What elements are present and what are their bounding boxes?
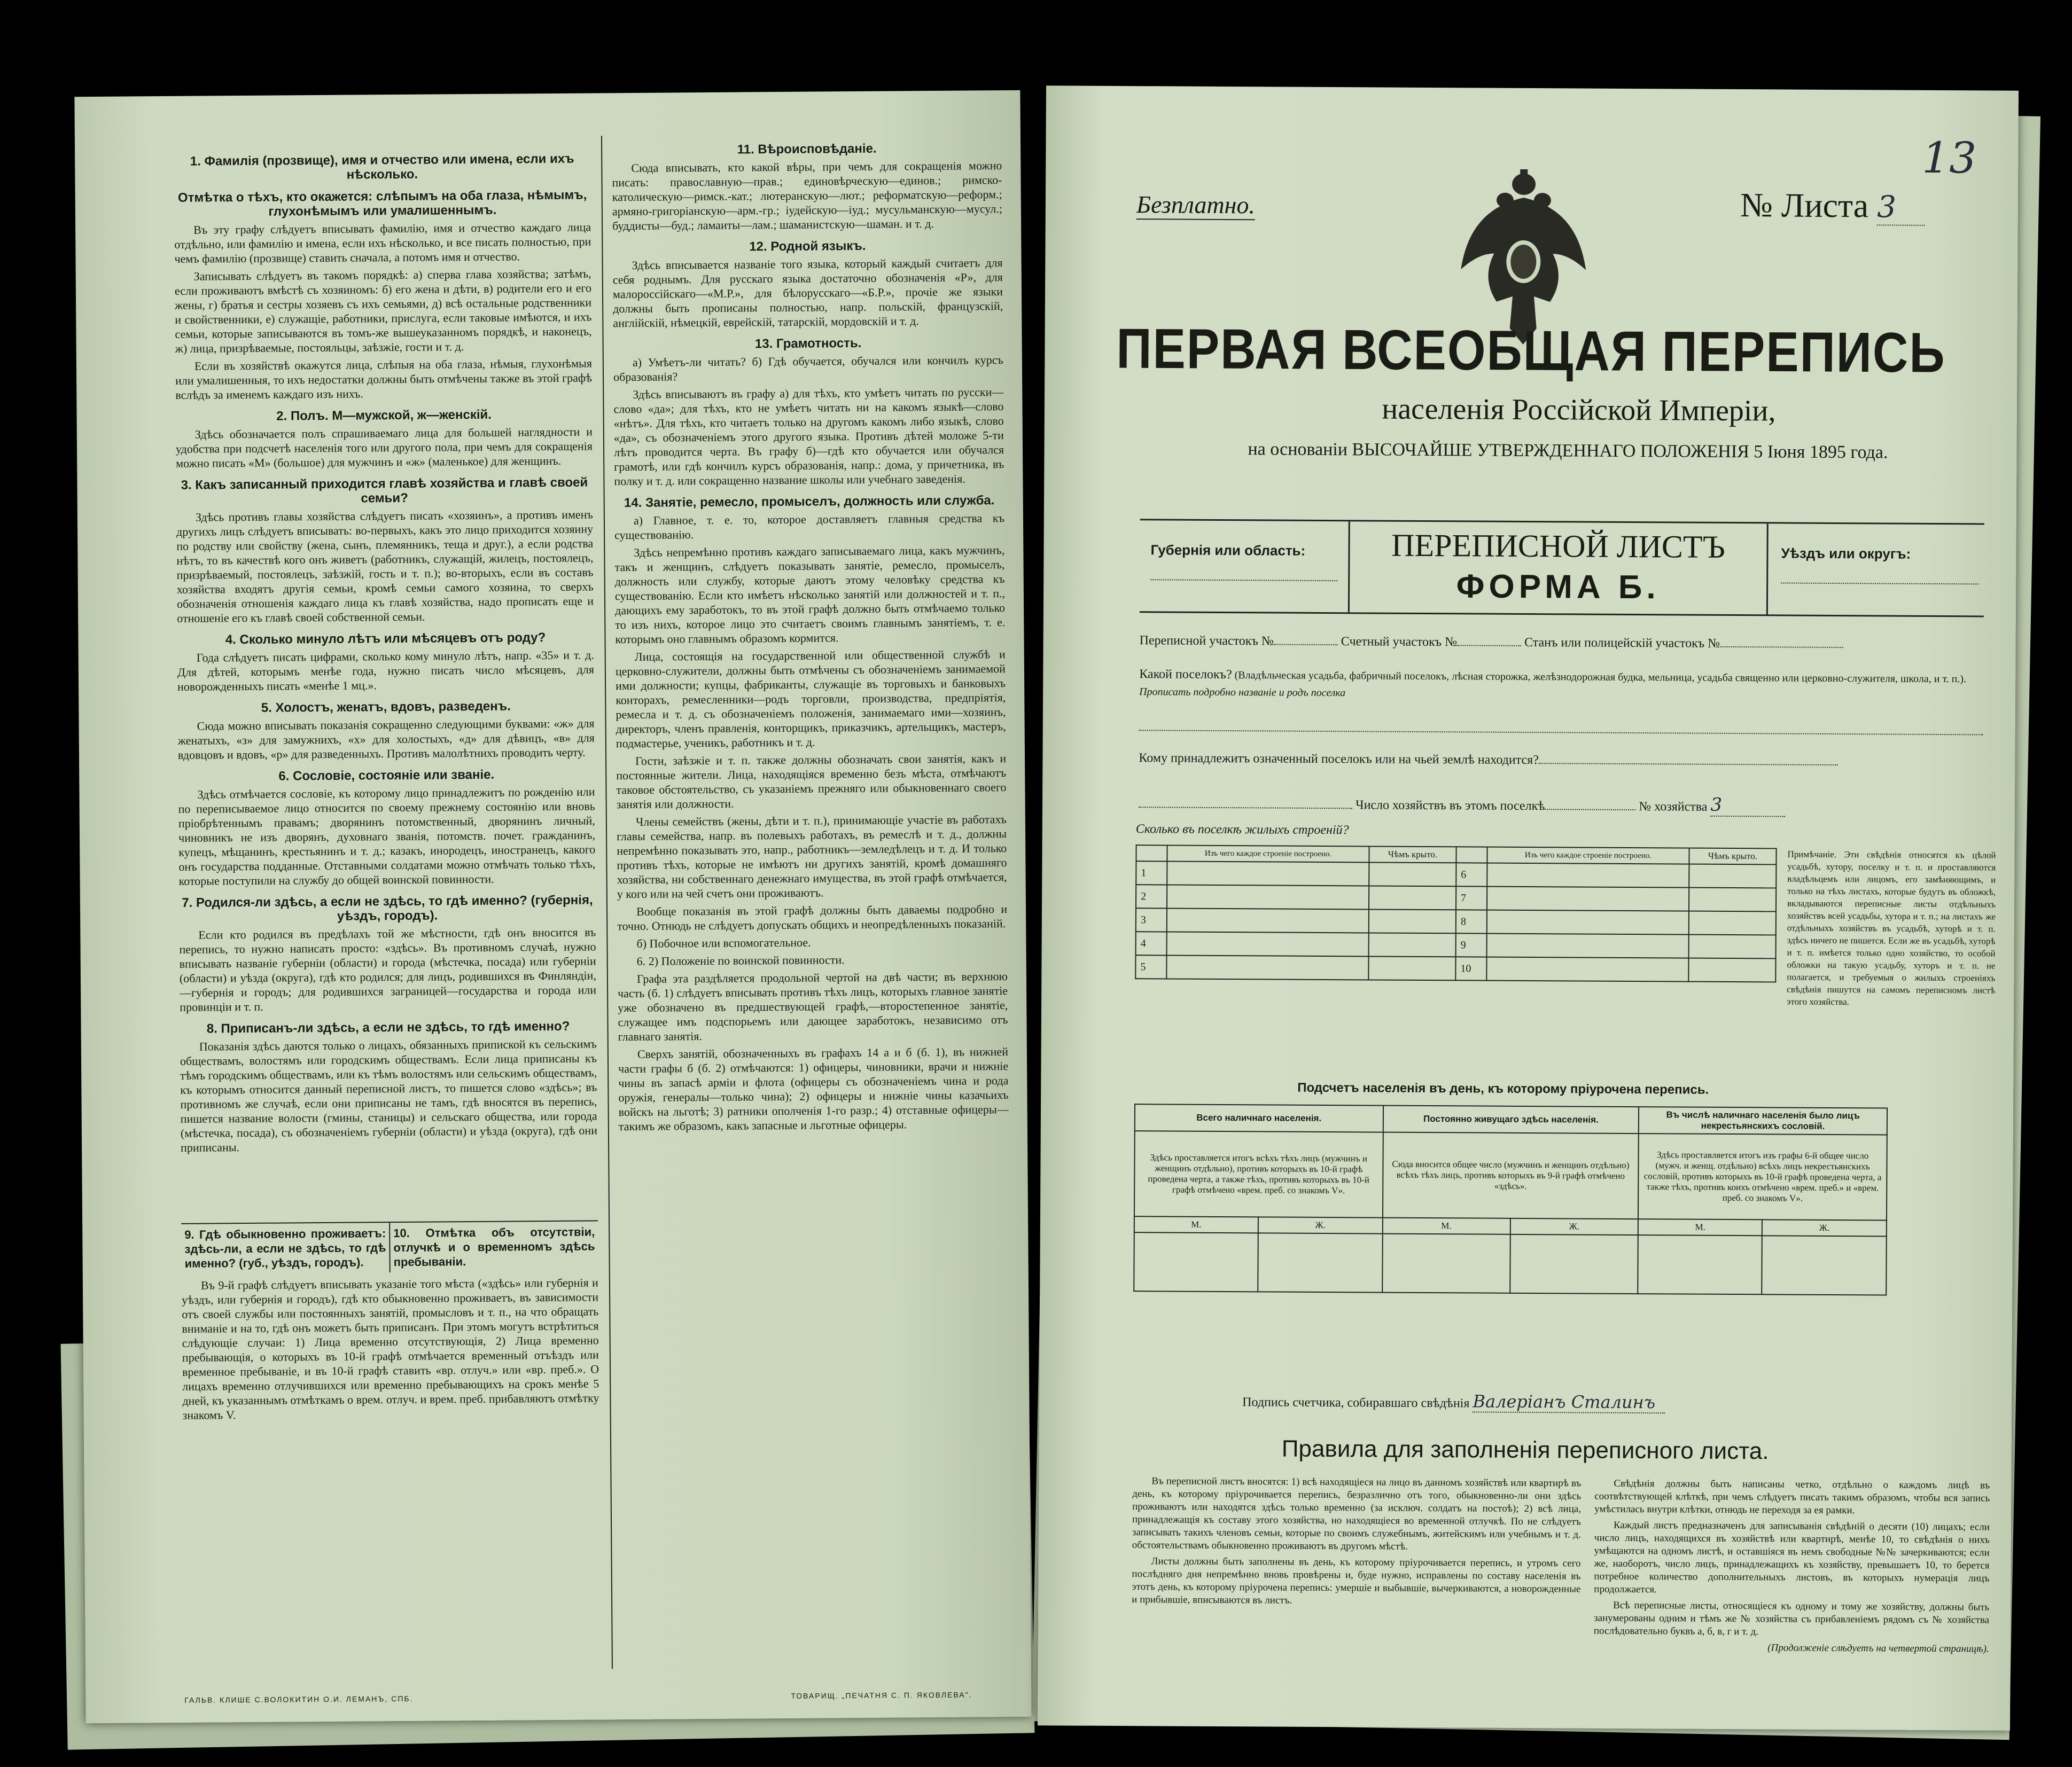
household-number-value: 3 [1710,794,1785,817]
dwelling-number: 8 [1456,910,1487,933]
signature-value: Валеріанъ Сталинъ [1473,1391,1665,1413]
instruction-heading: Отмѣтка о тѣхъ, кто окажется: слѣпымъ на оба глаза, нѣмымъ, глухонѣмымъ или умалишеннымъ. [177,187,587,219]
population-count-title: Подсчетъ населенія въ день, къ которому пріурочена перепись. [1297,1080,1709,1097]
household-number-label: № хозяйства [1639,800,1708,814]
instruction-paragraph: Вообще показанія въ этой графѣ должны быть даваемы подробно и точно. Отнюдь не слѣдуетъ допускать общихъ и неопредѣленныхъ показаній. [617,902,1008,933]
dwelling-material-cell [1487,887,1689,911]
sheet-number [1740,185,1926,226]
dwelling-material-cell [1166,955,1368,980]
dwelling-material-cell [1487,863,1689,888]
form-subtitle: населенія Россійской Имперіи, [1382,392,1776,428]
rule-paragraph: Въ переписной листъ вносятся: 1) всѣ находящіеся на лицо въ данномъ хозяйствѣ или квартирѣ въ день, къ которому пріурочивается перепись, безразлично отъ того, обыкновенно-ли они здѣсь проживаютъ или находятся здѣсь только временно (за исключ. солдатъ на постоѣ); 2) всѣ лица, принадлежащія къ составу этого хозяйства, но находящіеся во временной отлучкѣ. По не слѣдуетъ записывать такихъ членовъ семьи, которые по своимъ служебнымъ, житейскимъ или учебнымъ и т. д. обстоятельствамъ обыкновенно проживаютъ въ другомъ мѣстѣ. [1132,1475,1582,1552]
households-line [1139,791,1786,817]
dwelling-number: 5 [1135,955,1166,979]
dwelling-roof-cell [1369,909,1456,933]
rules-title: Правила для заполненія переписного листа. [1281,1435,1769,1465]
count-f-1: Ж. [1258,1217,1383,1233]
count-desc-permanent: Сюда вносится общее число (мужчинъ и женщинъ отдѣльно) всѣхъ тѣхъ лицъ, противъ которыхъ въ 9-й графѣ отмѣчено «здѣсь». [1383,1132,1639,1219]
dwelling-row [1136,908,1776,935]
continued-note: (Продолженіе слѣдуетъ на четвертой страницѣ). [1767,1642,1989,1655]
instruction-paragraph: Здѣсь обозначается полъ спрашиваемаго лица для большей наглядности и удобства при подсчетѣ населенія того или другого пола, при чемъ для сокращенія можно писать «М» (большое) для мужчинъ и «ж» (маленькое) для женщинъ. [175,425,593,470]
households-count-label: Число хозяйствъ въ этомъ поселкѣ [1355,798,1545,814]
dwelling-roof-cell [1689,911,1776,935]
uezd-cell [1770,523,1984,615]
dwelling-roof-cell [1689,888,1776,912]
enumerator-signature-line [1242,1390,1665,1413]
form-title-cell [1348,521,1769,614]
instruction-heading: 12. Родной языкъ. [749,238,866,254]
instruction-heading: 4. Сколько минуло лѣтъ или мѣсяцевъ отъ роду? [225,630,546,647]
instruction-paragraph: Сверхъ занятій, обозначенныхъ въ графахъ 14 а и б (б. 1), въ нижней части графы б (б. 2) отмѣчаются: 1) офицеры, чиновники, врачи и нижніе чины въ запасѣ арміи и флота (офицеры съ обозначеніемъ чина и рода оружія, генералы—только чина); 2) офицеры и нижніе чины казачьихъ войскъ на льготѣ; 3) ратники ополченія 1-го разр.; 4) отставные офицеры—такимъ же образомъ, какъ запасные и льготные офицеры. [618,1045,1009,1133]
questions-9-10-block [181,1220,599,1425]
instruction-heading: 3. Какъ записанный приходится главѣ хозяйства и главѣ своей семьи? [181,475,588,506]
dwelling-roof-cell [1688,958,1775,982]
count-m-3: М. [1638,1219,1762,1236]
instruction-heading: 14. Занятіе, ремесло, промыселъ, должность или служба. [624,493,995,511]
dwelling-roof-cell [1368,956,1455,980]
instruction-paragraph: Здѣсь противъ главы хозяйства слѣдуетъ писать «хозяинъ», а противъ именъ другихъ лицъ слѣдуетъ вписывать: во-первыхъ, какъ это лицо приходится хозяину по родству или свойству (жена, сынъ, племянникъ, теща и друг.), а если родства нѣтъ, то въ качествѣ кого онъ живетъ (работникъ, служащій, жилецъ, постоялецъ, призрѣваемый, постоялецъ, заѣзжій, гость и т. п.); во-вторыхъ, если въ составъ хозяйства входятъ другія семьи, кромѣ семьи самого хозяина, то сверхъ обозначенія отношенія каждаго лица къ главѣ хозяйства, надо прописать еще и отношеніе его къ главѣ своей собственной семьи. [176,507,594,625]
police-district-label: Станъ или полицейскій участокъ № [1524,635,1720,651]
instruction-heading: 7. Родился-ли здѣсь, а если не здѣсь, то гдѣ именно? (губернія, уѣздъ, городъ). [182,893,593,924]
form-type-title: ПЕРЕПИСНОЙ ЛИСТЪ [1391,527,1726,565]
settlement-type-label: Какой поселокъ? [1139,667,1232,682]
dwelling-roof-cell [1369,862,1456,886]
instruction-paragraph: Графа эта раздѣляется продольной чертой на двѣ части; въ верхнюю часть (б. 1) слѣдуетъ вписывать противъ тѣхъ лицъ, которыхъ главное занятіе уже обозначено въ предшествующей графѣ,—второстепенное занятіе, служащее имъ подспорьемъ или дающее заработокъ, независимо отъ главнаго занятія. [618,969,1008,1044]
dwelling-number: 7 [1456,886,1487,910]
settlement-type-hint-b: Прописать подробно названіе и родъ поселка [1139,686,1346,699]
settlement-type-hint: (Владѣльческая усадьба, фабричный поселокъ, лѣсная сторожка, желѣзнодорожная будка, мельница, усадьба священно или церковно-служителя, школа, и т. п.). [1234,669,1967,685]
settlement-type-line [1139,666,1983,705]
question-9-header: 9. Гдѣ обыкновенно проживаетъ: здѣсь-ли, а если не здѣсь, то гдѣ именно? (губ., уѣздъ, городъ). [181,1223,391,1274]
dwellings-table [1135,845,1777,982]
dwelling-roof-cell [1688,935,1775,959]
dwelling-material-cell [1487,910,1689,935]
rule-paragraph: Каждый листъ предназначенъ для записыванія свѣдѣній о десяти (10) лицахъ; если число лицъ, находящихся въ хозяйствѣ или квартирѣ, менѣе 10, то свѣдѣнія о нихъ умѣщаются на одномъ листѣ, и оставшіяся въ немъ свободные №№ зачеркиваются; если же, наоборотъ, число лицъ, принадлежащихъ къ хозяйству, превышаетъ 10, то берется потребное количество дополнительныхъ листовъ, въ которыхъ нумерація лицъ продолжается. [1594,1519,1990,1596]
questions-9-10-text: Въ 9-й графѣ слѣдуетъ вписывать указаніе того мѣста («здѣсь» или губернія и уѣздъ, или губернія и городъ), гдѣ кто обыкновенно проживаетъ, въ зависимости отъ своей службы или постоянныхъ занятій, промысловъ и т. п., на что обращать вниманіе и на то, гдѣ онъ можетъ быть приписанъ. При этомъ могутъ встрѣтиться слѣдующіе случаи: 1) Лица временно отсутствующія, 2) Лица временно пребывающія, о которыхъ въ 10-й графѣ отмѣчается временный отъѣздъ или временное пребываніе, и въ 10-й графѣ ставить «вр. отлуч.» или «вр. преб.». О лицахъ временно отлучившихся или временно пребывающихъ на срокъ менѣе 5 дней, къ указаннымъ отмѣткамъ о врем. отлуч. и врем. преб. прибавляютъ отмѣтку знакомъ V. [182,1276,599,1422]
count-header-nonpeasant: Въ числѣ наличнаго населенія было лицъ некрестьянскихъ сословій. [1639,1107,1887,1135]
dwelling-roof-cell [1369,886,1456,910]
instruction-paragraph: Въ эту графу слѣдуетъ вписывать фамилію, имя и отчество каждаго лица отдѣльно, или фамилію и имена, если ихъ нѣсколько, и все писать полностью, при чемъ фамилію (прозвище) ставить сначала, а потомъ имя и отчество. [174,220,591,265]
corner-handwritten-number: 13 [1922,132,1977,183]
settlement-field-line [1139,730,1983,735]
count-m-2: М. [1382,1218,1510,1234]
instruction-paragraph: Сюда можно вписывать показанія сокращенно следующими буквами: «ж» для женатыхъ, «з» для замужнихъ, «х» для холостыхъ, «д» для дѣвицъ, «в» для вдовцовъ и вдовъ, «р» для разведенныхъ. Противъ малолѣтнихъ проводить черту. [177,716,595,762]
instruction-paragraph: а) Главное, т. е. то, которое доставляетъ главныя средства къ существованію. [614,511,1005,542]
instruction-paragraph: а) Умѣетъ-ли читать? б) Гдѣ обучается, обучался или кончилъ курсъ образованія? [613,353,1003,384]
instruction-paragraph: Члены семействъ (жены, дѣти и т. п.), принимающіе участіе въ работахъ главы семейства, напр. въ полевыхъ работахъ, въ ремеслѣ и т. д., должны непремѣнно показывать это, напр., работникъ—земледѣлецъ и т. д. И только противъ тѣхъ, которые не имѣютъ ни другихъ занятій, кромѣ домашняго хозяйства, ни собственнаго денежнаго имущества, въ этой графѣ отмѣчается, у кого или на чей счетъ они проживаютъ. [616,812,1007,901]
counting-district-label: Счетный участокъ № [1341,635,1458,650]
instructions-column-2 [612,133,1009,1137]
sheet-number-value: 3 [1877,190,1925,225]
printer-footer-right: ТОВАРИЩ. „ПЕЧАТНЯ С. П. ЯКОВЛЕВА". [791,1690,972,1700]
instruction-paragraph: Гости, заѣзжіе и т. п. также должны обозначать свои занятія, какъ и постоянные жители. Лица, находящіяся временно безъ мѣста, отмѣчаютъ таковое обстоятельство, съ указаніемъ прежняго или обыкновеннаго своего занятія или должности. [616,752,1007,811]
instructions-column-1 [174,144,597,1158]
dwelling-material-cell [1167,908,1369,933]
dwell-header-roof-right: Чѣмъ крыто. [1689,848,1776,865]
instruction-paragraph: Здѣсь непремѣнно противъ каждаго записываемаго лица, какъ мужчинъ, такъ и женщинъ, слѣдуетъ показывать занятіе, ремесло, промыселъ, должность или службу, которые даютъ этому человѣку средства къ существованію. Если кто имѣетъ нѣсколько занятій или должностей и т. п., дающихъ ему заработокъ, то въ этой графѣ должно быть отмѣчаемо только то изъ нихъ, которое лицо это считаетъ своимъ главнымъ занятіемъ, т. е. которымъ оно главнымъ образомъ кормится. [614,543,1006,646]
free-label: Безплатно. [1136,190,1255,220]
instruction-paragraph: Лица, состоящія на государственной или общественной службѣ и церковно-служители, должны быть отмѣчены съ обозначеніемъ занимаемой ими должности; купцы, фабриканты, служащіе въ торговыхъ и банковыхъ конторахъ, ремесленники—родъ торговли, производства, предпріятія, ремесла и т. д. съ обозначеніемъ положенія, занимаемаго ими—хозяинъ, директоръ, членъ правленія, конторщикъ, приказчикъ, артельщикъ, мастеръ, подмастерье, ученикъ, работникъ и т. д. [615,647,1006,750]
instruction-paragraph: Здѣсь отмѣчается сословіе, къ которому лицо принадлежитъ по рожденію или по переписываемое лицо относится по своему прежнему состоянію или вновь пріобрѣтеннымъ правамъ; дворянинъ потомственный, дворянинъ личный, чиновникъ не изъ дворянъ, духовнаго званія, потомств. почет. гражданинъ, купецъ, мѣщанинъ, крестьянинъ и т. д.; казакъ, инородецъ, иностранецъ, какого онъ государства подданные. Отставными солдатами можно отмѣчать только тѣхъ, которые поступили на службу до общей воинской повинности. [178,785,596,888]
owner-line [1139,751,1838,769]
signature-label: Подпись счетчика, собиравшаго свѣдѣнія [1242,1395,1470,1411]
dwelling-number: 1 [1136,861,1167,885]
instruction-paragraph: Если въ хозяйствѣ окажутся лица, слѣпыя на оба глаза, нѣмыя, глухонѣмыя или умалишенныя, то ихъ недостатки должны быть отмѣчены также въ этой графѣ вслѣдъ за именемъ каждаго изъ нихъ. [175,356,593,402]
dwelling-row [1136,932,1776,958]
dwelling-row [1135,955,1775,982]
uezd-field-line [1781,582,1978,584]
dwelling-number: 4 [1136,932,1167,955]
form-letter: ФОРМА Б. [1456,568,1660,606]
printer-footer-left: ГАЛЬВ. КЛИШЕ С.ВОЛОКИТИН О.И. ЛЕМАНЪ, СПБ. [184,1694,414,1705]
dwelling-row [1136,861,1776,888]
dwellings-title: Сколько въ поселкѣ жилыхъ строеній? [1135,822,1349,838]
instruction-paragraph: 6. 2) Положеніе по воинской повинности. [636,953,845,968]
instruction-paragraph: Здѣсь вписывается названіе того языка, который каждый считаетъ для себя роднымъ. Для русскаго языка достаточно обозначенія «Р», для малороссійскаго—«М.Р.», для бѣлорусскаго—«Б.Р.», прочіе же языки должны быть прописаны полностью, напр. польскій, французскій, англійскій, нѣмецкій, еврейскій, татарскій, мордовскій и т. д. [612,256,1003,330]
form-header-box [1140,519,1984,617]
column-divider [601,136,613,1669]
instruction-heading: 11. Вѣроисповѣданіе. [737,141,877,157]
instruction-heading: 5. Холостъ, женатъ, вдовъ, разведенъ. [261,699,511,715]
instruction-paragraph: Записывать слѣдуетъ въ такомъ порядкѣ: а) сперва глава хозяйства; затѣмъ, если проживаютъ вмѣстѣ съ хозяиномъ: б) его жена и дѣти, в) родители его и его жены, г) братья и сестры хозяевъ съ ихъ семьями, д) всѣ остальные родственники и свойственники, е) служащіе, работники, прислуга, если таковые имѣются, и ихъ семьи, которые записываются въ томъ-же вышеуказанномъ порядкѣ, и наконецъ, ж) лица, призрѣваемые, постояльцы, заѣзжіе, гости и т. д. [174,267,592,355]
dwelling-material-cell [1167,885,1369,909]
gubernia-cell [1140,520,1343,612]
dwelling-material-cell [1486,957,1688,982]
owner-label: Кому принадлежитъ означенный поселокъ или на чьей землѣ находится? [1139,751,1539,768]
count-header-permanent: Постоянно живущаго здѣсь населенія. [1383,1106,1639,1134]
dwelling-number: 2 [1136,885,1167,908]
instruction-heading: 1. Фамилія (прозвище), имя и отчество или имена, если ихъ нѣсколько. [190,151,574,182]
dwelling-roof-cell [1368,933,1455,957]
instruction-heading: 2. Полъ. М—мужской, ж—женскій. [276,407,492,424]
dwellings-body [1135,861,1776,982]
form-main-title: ПЕРВАЯ ВСЕОБЩАЯ ПЕРЕПИСЬ [1116,317,1946,385]
instruction-heading: 8. Приписанъ-ли здѣсь, а если не здѣсь, то гдѣ именно? [206,1019,570,1036]
count-header-total: Всего наличнаго населенія. [1135,1104,1383,1132]
instruction-heading: 6. Сословіе, состояніе или званіе. [278,767,495,784]
gubernia-field-line [1150,579,1337,581]
dwell-header-material-left: Изъ чего каждое строеніе построено. [1167,845,1369,862]
dwelling-number: 6 [1456,863,1487,886]
dwelling-number: 10 [1455,957,1486,980]
instruction-paragraph: Сюда вписывать, кто какой вѣры, при чемъ для сокращенія можно писать: православную—прав.; единовѣрческую—единов.; римско-католическую—римск.-кат.; лютеранскую—лют.; реформатскую—реформ.; армяно-григоріанскую—арм.-гр.; іудейскую—іуд.; мусульманскую—мусул.; буддисты—буд.; ламаиты—лам.; шаманистскую—шаман. и т. д. [612,159,1002,233]
dwelling-roof-cell [1689,864,1776,888]
instruction-paragraph: Года слѣдуетъ писать цифрами, сколько кому минуло лѣтъ, напр. «35» и т. д. Для дѣтей, которымъ менѣе года, нужно писать число мѣсяцевъ, для новорожденныхъ писать «менѣе 1 мц.». [177,648,594,693]
right-page-census-form [1038,85,2019,1730]
dwelling-material-cell [1487,934,1689,958]
question-10-header: 10. Отмѣтка объ отсутствіи, отлучкѣ и о временномъ здѣсь пребываніи. [393,1225,595,1269]
instruction-paragraph: Если кто родился въ предѣлахъ той же мѣстности, гдѣ онъ вносится въ перепись, то нужно написать просто: «здѣсь». Въ противномъ случаѣ, нужно вписывать названіе губерніи (области) и города (мѣстечка, посада) или губерніи (области) и уѣзда (округа), гдѣ кто родился; для лицъ, родившихся въ Финляндіи,—губернія и городъ; для родившихся заграницей—государства и города или провинціи и т. п. [179,925,597,1014]
dwellings-note: Примѣчаніе. Эти свѣдѣнія относятся къ цѣлой усадьбѣ, хутору, поселку и т. п. и проставляются владѣльцемъ или лицомъ, его замѣняющимъ, и только на тѣхъ листахъ, которые будутъ въ обложкѣ, вкладываются переписные листы отдѣльныхъ хозяйствъ всей усадьбы, хутора и т. п.; на листахъ же отдѣльныхъ хозяйствъ въ усадьбѣ, хуторѣ и т. п. здѣсь ничего не пишется. Если же въ усадьбѣ, хуторѣ и т. п. имѣется только одно хозяйство, то особой обложки на такую усадьбу, хуторъ и т. п. не полагается, и требуемыя о жилыхъ строеніяхъ свѣдѣнія пишутся на самомъ переписномъ листѣ этого хозяйства. [1787,849,1996,1007]
instruction-paragraph: Показанія здѣсь даются только о лицахъ, обязанныхъ припиской къ сельскимъ обществамъ, волостямъ или городскимъ обществамъ. Если лица приписаны къ тѣмъ городскимъ обществамъ, или къ тѣмъ волостямъ или сельскимъ обществамъ, къ которымъ относится данный переписной листъ, то пишется слово «здѣсь»; въ противномъ же случаѣ, если они приписаны не тамъ, гдѣ вносятся въ перепись, пишется название волости (гмины, станицы) и сельскаго общества, или города (мѣстечка, посада), съ обозначеніемъ губерніи (области) и уѣзда (округа), гдѣ они приписаны. [180,1037,598,1154]
population-count-table [1133,1104,1888,1295]
count-m-1: М. [1134,1216,1258,1233]
dwell-header-roof-left: Чѣмъ крыто. [1369,846,1456,863]
count-desc-nonpeasant: Здѣсь проставляется итогъ изъ графы 6-й общее число (мужч. и женщ. отдѣльно) всѣхъ лицъ некрестьянскихъ сословій, противъ которыхъ въ 10-й графѣ проведена черта, а также тѣхъ, противъ коихъ отмѣчено «врем. преб.» и «врем. преб. со знакомъ V». [1638,1133,1887,1220]
rule-paragraph: Листы должны быть заполнены въ день, къ которому пріурочивается перепись, и утромъ сего послѣдняго дня непремѣнно вновь провѣрены и, буде нужно, исправлены по составу населенія въ этотъ день, къ которому пріурочена перепись: умершіе и выбывшіе, вычеркиваются, а новорожденные и прибывшіе, вписываются въ листъ. [1132,1555,1581,1606]
dwell-header-material-right: Изъ чего каждое строеніе построено. [1487,847,1689,864]
dwelling-row [1136,885,1776,911]
dwelling-material-cell [1167,932,1369,956]
count-f-3: Ж. [1762,1219,1887,1236]
sheet-number-label: № Листа [1740,186,1869,225]
rule-paragraph: Свѣдѣнія должны быть написаны четко, отдѣльно о каждомъ лицѣ въ соотвѣтствующей клѣткѣ, при чемъ слѣдуетъ писать такимъ образомъ, чтобы вся запись умѣстилась внутри клѣтки, отнюдь не переходя за ея рамки. [1594,1477,1990,1516]
count-desc-total: Здѣсь проставляется итогъ всѣхъ тѣхъ лицъ (мужчинъ и женщинъ отдѣльно), противъ которыхъ въ 10-й графѣ проведена черта, а также тѣхъ, противъ которыхъ въ 10-й графѣ отмѣчено «врем. преб. со знакомъ V». [1134,1131,1383,1217]
gubernia-label: Губернія или область: [1150,542,1306,559]
district-numbers-line [1140,634,1843,652]
uezd-label: Уѣздъ или округъ: [1781,545,1911,562]
form-legal-basis: на основаніи ВЫСОЧАЙШЕ УТВЕРЖДЕННАГО ПОЛОЖЕНІЯ 5 Іюня 1895 года. [1248,439,1888,463]
instruction-paragraph: Здѣсь вписываютъ въ графу а) для тѣхъ, кто умѣетъ читать по русски—слово «да»; для тѣхъ, кто не умѣетъ читать ни на какомъ языкѣ—слово «нѣтъ». Для тѣхъ, кто читаетъ только на другомъ какомъ либо языкѣ, слово «да», съ обозначеніемъ этого другого языка. Противъ дѣтей моложе 5-ти лѣтъ проводится черта. Въ графу б)—гдѣ кто обучается или обучался грамотѣ, или гдѣ кончилъ курсъ образованія, напр.: дома, у причетника, въ полку и т. д. или сокращенно название школы или учебнаго заведенія. [613,385,1004,488]
rules-column-right [1594,1477,1990,1656]
count-f-2: Ж. [1510,1218,1638,1235]
dwelling-number: 3 [1136,908,1167,932]
dwelling-material-cell [1167,861,1369,886]
census-district-label: Переписной участокъ № [1139,634,1274,648]
rules-column-left [1132,1475,1581,1612]
instruction-heading: 13. Грамотность. [754,335,862,351]
left-page-instructions [74,90,1031,1723]
instruction-paragraph: б) Побочное или вспомогательное. [636,935,811,950]
rule-paragraph: Всѣ переписные листы, относящіеся къ одному и тому же хозяйству, должны быть занумерованы одним и тѣмъ же № хозяйства съ прибавленіемъ рядомъ съ № хозяйства послѣдовательно буквъ а, б, в, г и т. д. [1593,1599,1990,1638]
dwelling-number: 9 [1456,933,1487,957]
